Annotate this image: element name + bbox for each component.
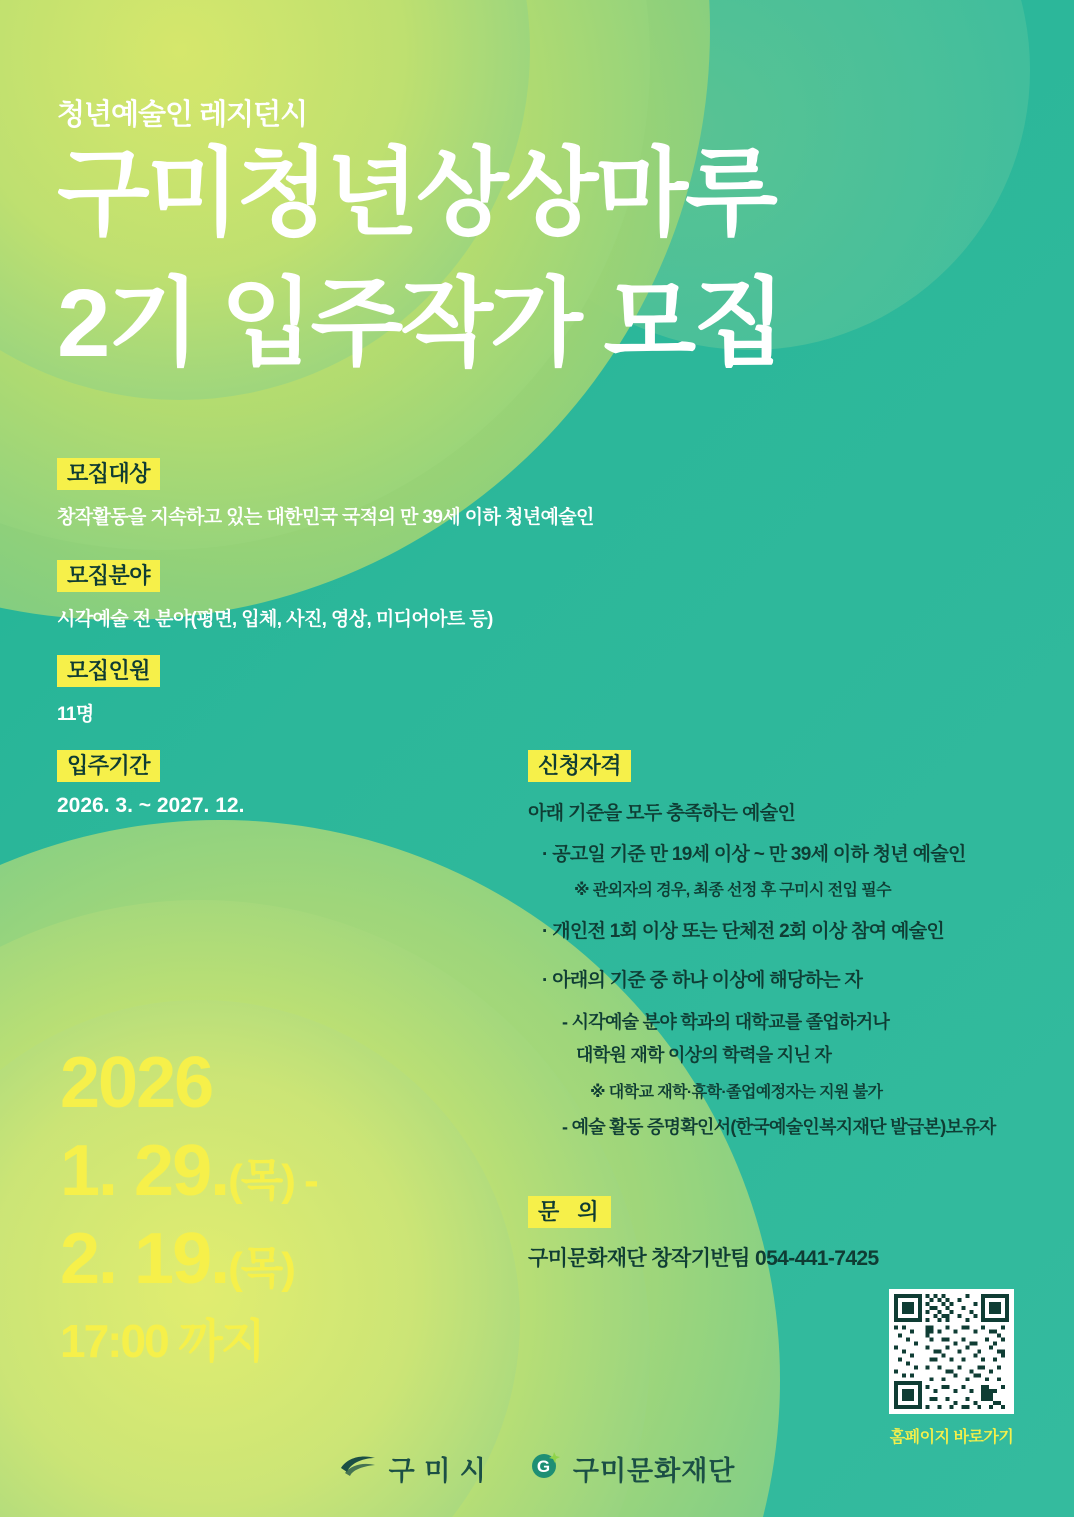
section-period-label: 입주기간 — [57, 750, 160, 782]
svg-text:G: G — [536, 1457, 551, 1476]
logo-gumi-city-label: 구 미 시 — [388, 1456, 487, 1486]
section-target-label: 모집대상 — [57, 458, 160, 490]
section-contact-label: 문 의 — [528, 1196, 611, 1228]
qualification-item-3-sub-2: - 예술 활동 증명확인서(한국예술인복지재단 발급본)보유자 — [562, 1116, 996, 1137]
logo-gumi-foundation-label: 구미문화재단 — [572, 1456, 736, 1486]
deadline-time: 17:00 까지 — [60, 1315, 264, 1368]
gumi-foundation-mark-icon — [529, 1448, 563, 1489]
footer-logos — [0, 1448, 1074, 1489]
gumi-city-swoosh-icon — [339, 1452, 379, 1478]
qualification-item-3-sub-1: - 시각예술 분야 학과의 대학교를 졸업하거나 — [562, 1011, 890, 1032]
logo-gumi-foundation — [529, 1448, 736, 1489]
section-target — [57, 458, 594, 529]
section-period — [57, 750, 244, 818]
logo-gumi-city — [339, 1449, 487, 1488]
section-field-label-wrap — [57, 560, 493, 592]
qualification-item-2: · 개인전 1회 이상 또는 단체전 2회 이상 참여 예술인 — [542, 920, 944, 942]
deadline-line-2-date: 2. 19. — [60, 1218, 229, 1299]
section-field — [57, 560, 493, 631]
deadline-year: 2026 — [60, 1043, 213, 1123]
section-count-value: 11명 — [57, 704, 94, 726]
section-qualification — [528, 750, 1038, 1147]
qualification-item-3: · 아래의 기준 중 하나 이상에 해당하는 자 — [542, 970, 863, 992]
qr-block[interactable] — [889, 1289, 1014, 1447]
section-period-value: 2026. 3. ~ 2027. 12. — [57, 794, 245, 818]
deadline-line-2 — [60, 1216, 317, 1304]
qr-caption: 홈페이지 바로가기 — [889, 1429, 1014, 1446]
deadline-line-1 — [60, 1128, 317, 1216]
deadline-line-1-dash: - — [293, 1155, 317, 1205]
section-count-label: 모집인원 — [57, 655, 160, 687]
poster-eyebrow: 청년예술인 레지던시 — [57, 99, 308, 131]
gumi-foundation-g-icon — [529, 1448, 563, 1482]
deadline-line-2-day: (목) — [228, 1243, 294, 1293]
section-contact-value: 구미문화재단 창작기반팀 054-441-7425 — [528, 1247, 879, 1271]
qualification-item-3-note: ※ 대학교 재학·휴학·졸업예정자는 지원 불가 — [590, 1083, 883, 1101]
section-qualification-label: 신청자격 — [528, 750, 631, 782]
qualification-item-1: · 공고일 기준 만 19세 이상 ~ 만 39세 이하 청년 예술인 — [542, 844, 966, 866]
poster-title-line2: 2기 입주작가 모집 — [57, 270, 783, 377]
qualification-item-3-sub-1b: 대학원 재학 이상의 학력을 지닌 자 — [576, 1044, 832, 1065]
section-target-value: 창작활동을 지속하고 있는 대한민국 국적의 만 39세 이하 청년예술인 — [57, 507, 594, 529]
section-field-label: 모집분야 — [57, 560, 160, 592]
section-field-value: 시각예술 전 분야(평면, 입체, 사진, 영상, 미디어아트 등) — [57, 609, 493, 631]
section-count — [57, 655, 160, 726]
poster-title-line1: 구미청년상상마루 — [57, 140, 775, 247]
deadline-block — [60, 1040, 317, 1374]
qr-code-svg — [894, 1294, 1009, 1409]
deadline-line-1-day: (목) — [228, 1155, 294, 1205]
section-period-label-wrap — [57, 750, 244, 782]
section-count-label-wrap — [57, 655, 160, 687]
deadline-line-1-date: 1. 29. — [60, 1130, 229, 1211]
qualification-heading: 아래 기준을 모두 충족하는 예술인 — [528, 803, 796, 825]
section-contact — [528, 1196, 879, 1272]
qualification-item-1-note: ※ 관외자의 경우, 최종 선정 후 구미시 전입 필수 — [574, 881, 891, 899]
gumi-city-mark-icon — [339, 1452, 379, 1485]
section-qualification-label-wrap — [528, 750, 1038, 782]
qr-code[interactable] — [889, 1289, 1014, 1414]
section-target-label-wrap — [57, 458, 594, 490]
section-contact-label-wrap — [528, 1196, 879, 1228]
